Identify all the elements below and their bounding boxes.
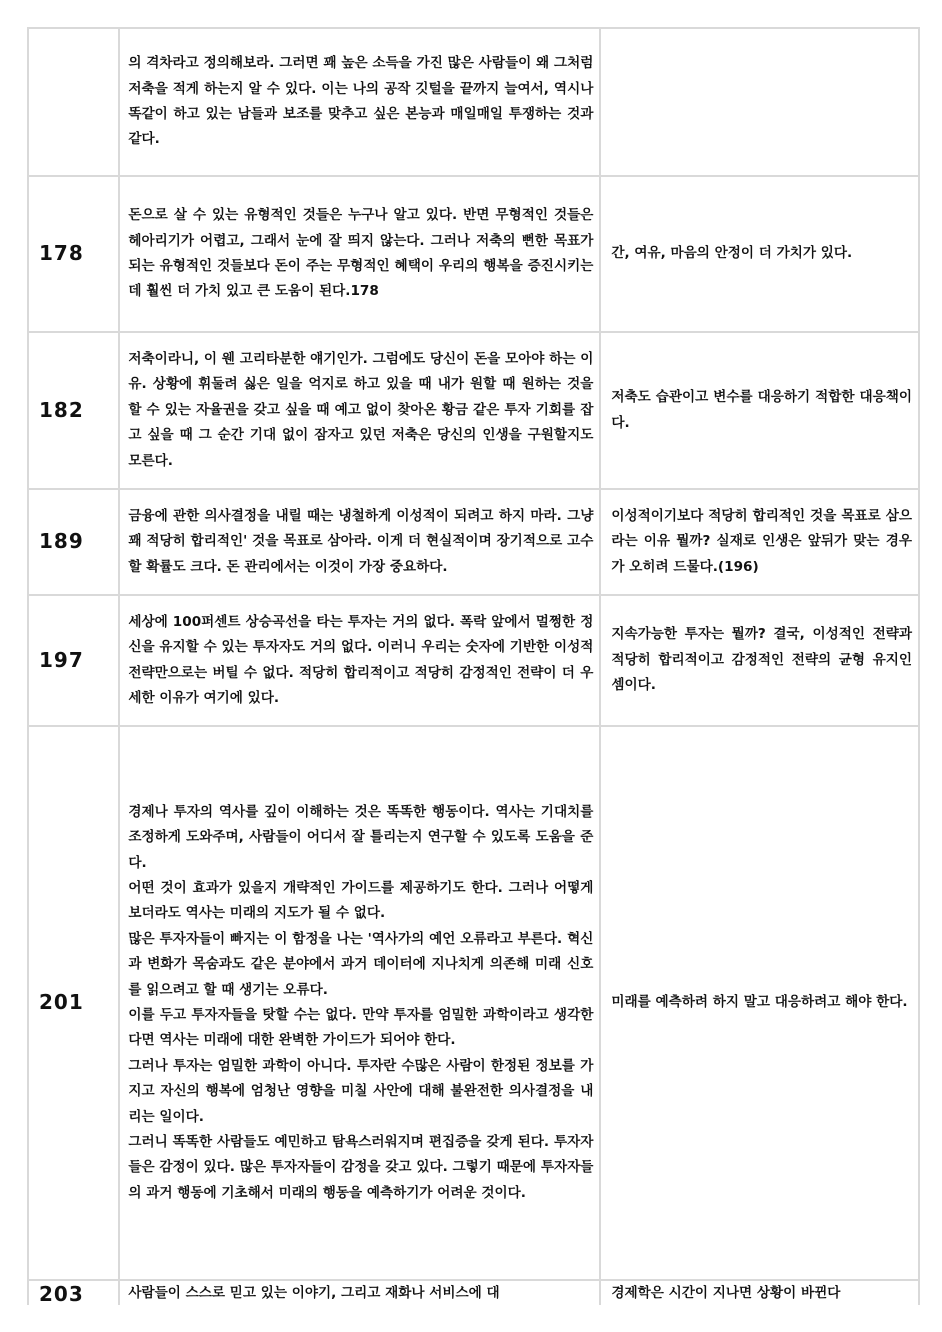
page-number-cell: 182 — [28, 332, 119, 489]
reading-notes-page — [27, 27, 920, 1305]
page-number-cell: 197 — [28, 595, 119, 726]
quote-paragraph: 그러니 똑똑한 사람들도 예민하고 탐욕스러워지며 편집증을 갖게 된다. 투자자들은 감정이 있다. 많은 투자자들이 감정을 갖고 있다. 그렇기 때문에 투자자들의 과거 행동에 기초해서 미래의 행동을 예측하기가 어려운 것이다. — [128, 1134, 594, 1201]
page-number-cell: 203 — [28, 1280, 119, 1305]
note-cell: 경제학은 시간이 지나면 상황이 바뀐다 — [600, 1280, 919, 1305]
reading-notes-table — [27, 27, 920, 1305]
quote-paragraph: 많은 투자자들이 빠지는 이 함정을 나는 '역사가의 예언 오류라고 부른다. 혁신과 변화가 목숨과도 같은 분야에서 과거 데이터에 지나치게 의존해 미래 신호를 읽으려고 할 때 생기는 오류다. — [128, 930, 594, 998]
table-row — [28, 28, 919, 176]
quote-cell — [119, 1280, 600, 1305]
page-number-cell: 189 — [28, 489, 119, 595]
quote-cell — [119, 176, 600, 332]
quote-cell — [119, 595, 600, 726]
note-cell: 지속가능한 투자는 뭘까? 결국, 이성적인 전략과 적당히 합리적이고 감정적인 전략의 균형 유지인 셈이다. — [600, 595, 919, 726]
quote-paragraph: 사람들이 스스로 믿고 있는 이야기, 그리고 재화나 서비스에 대 — [128, 1285, 500, 1301]
table-row — [28, 176, 919, 332]
quote-paragraph: 저축이라니, 이 웬 고리타분한 얘기인가. 그럼에도 당신이 돈을 모아야 하는 이유. 상황에 휘둘려 싫은 일을 억지로 하고 있을 때 내가 원할 때 원하는 것을 할 수 있는 자율권을 갖고 싶을 때 예고 없이 찾아온 황금 같은 투자 기회를 잡고 싶을 때 그 순간 기대 없이 잠자고 있던 저축은 당신의 인생을 구원할지도 모른다. — [128, 350, 594, 469]
table-row — [28, 1280, 919, 1305]
table-row — [28, 595, 919, 726]
note-cell: 이성적이기보다 적당히 합리적인 것을 목표로 삼으라는 이유 뭘까? 실재로 인생은 앞뒤가 맞는 경우가 오히려 드물다.(196) — [600, 489, 919, 595]
quote-cell — [119, 332, 600, 489]
page-number-cell — [28, 28, 119, 176]
quote-cell — [119, 726, 600, 1280]
note-cell: 미래를 예측하려 하지 말고 대응하려고 해야 한다. — [600, 726, 919, 1280]
quote-paragraph: 세상에 100퍼센트 상승곡선을 타는 투자는 거의 없다. 폭락 앞에서 멀쩡한 정신을 유지할 수 있는 투자자도 거의 없다. 이러니 우리는 숫자에 기반한 이성적 전략만으로는 버틸 수 없다. 적당히 합리적이고 적당히 감정적인 전략이 더 우세한 이유가 여기에 있다. — [128, 613, 594, 706]
quote-paragraph: 그러나 투자는 엄밀한 과학이 아니다. 투자란 수많은 사람이 한정된 정보를 가지고 자신의 행복에 엄청난 영향을 미칠 사안에 대해 불완전한 의사결정을 내리는 일이다. — [128, 1057, 594, 1125]
table-row — [28, 726, 919, 1280]
table-row — [28, 489, 919, 595]
page-number-cell: 178 — [28, 176, 119, 332]
note-cell — [600, 28, 919, 176]
page-number-cell: 201 — [28, 726, 119, 1280]
note-cell: 저축도 습관이고 변수를 대응하기 적합한 대응책이다. — [600, 332, 919, 489]
quote-cell — [119, 28, 600, 176]
table-row — [28, 332, 919, 489]
quote-paragraph: 금융에 관한 의사결정을 내릴 때는 냉철하게 이성적이 되려고 하지 마라. 그냥 꽤 적당히 합리적인' 것을 목표로 삼아라. 이게 더 현실적이며 장기적으로 고수할 확률도 크다. 돈 관리에서는 이것이 가장 중요하다. — [128, 507, 594, 575]
quote-paragraph: 경제나 투자의 역사를 깊이 이해하는 것은 똑똑한 행동이다. 역사는 기대치를 조정하게 도와주며, 사람들이 어디서 잘 틀리는지 연구할 수 있도록 도움을 준다. — [128, 803, 594, 871]
quote-paragraph: 어떤 것이 효과가 있을지 개략적인 가이드를 제공하기도 한다. 그러나 어떻게 보더라도 역사는 미래의 지도가 될 수 없다. — [128, 879, 594, 922]
quote-paragraph: 이를 두고 투자자들을 탓할 수는 없다. 만약 투자를 엄밀한 과학이라고 생각한다면 역사는 미래에 대한 완벽한 가이드가 되어야 한다. — [128, 1007, 594, 1049]
note-cell: 간, 여유, 마음의 안정이 더 가치가 있다. — [600, 176, 919, 332]
quote-cell — [119, 489, 600, 595]
quote-paragraph: 돈으로 살 수 있는 유형적인 것들은 누구나 알고 있다. 반면 무형적인 것들은 헤아리기가 어렵고, 그래서 눈에 잘 띄지 않는다. 그러나 저축의 뻔한 목표가 되는 유형적인 것들보다 돈이 주는 무형적인 혜택이 우리의 행복을 증진시키는 데 훨씬 더 가치 있고 큰 도움이 된다.178 — [128, 207, 594, 300]
quote-paragraph: 의 격차라고 정의해보라. 그러면 꽤 높은 소득을 가진 많은 사람들이 왜 그처럼 저축을 적게 하는지 알 수 있다. 이는 나의 공작 깃털을 끝까지 늘여서, 역시나 똑같이 하고 있는 남들과 보조를 맞추고 싶은 본능과 매일매일 투쟁하는 것과 같다. — [128, 55, 594, 148]
